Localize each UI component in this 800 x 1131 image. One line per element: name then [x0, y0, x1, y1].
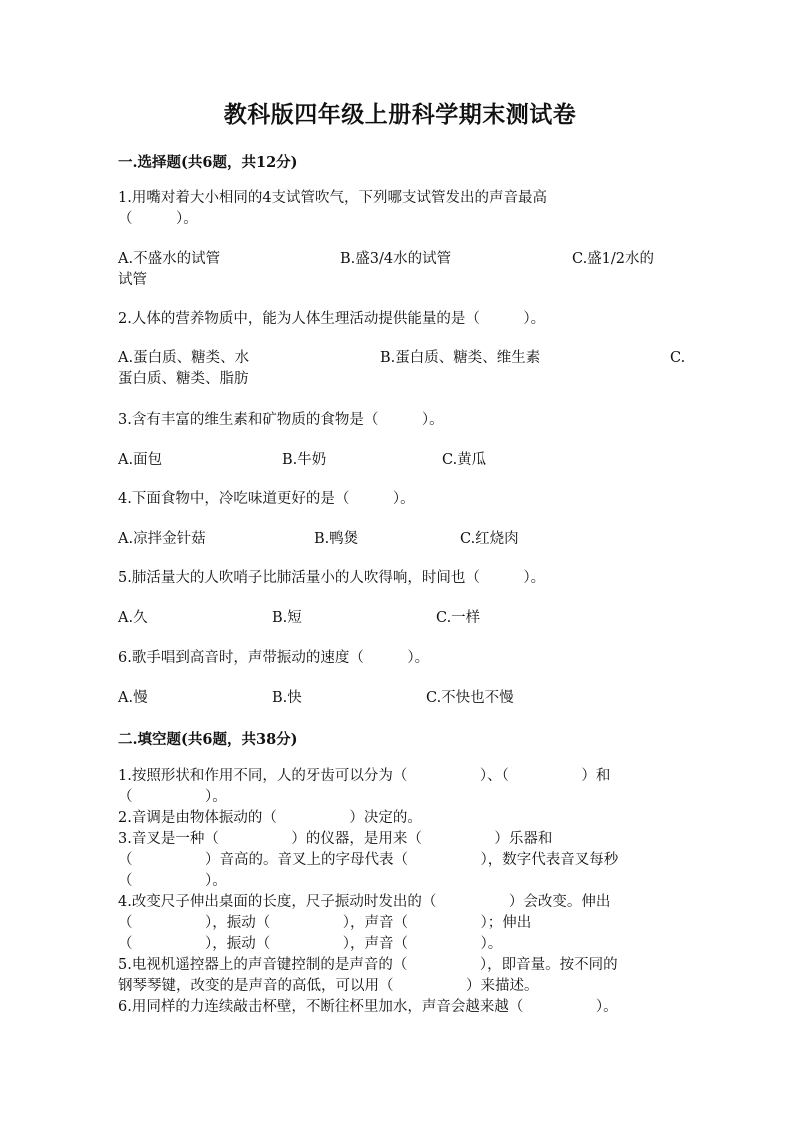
- question-5-text: 5.肺活量大的人吹哨子比肺活量小的人吹得响，时间也（ ）。: [118, 570, 546, 586]
- question-3-option-b: B.牛奶: [282, 452, 327, 468]
- fill-line: 5.电视机遥控器上的声音键控制的是声音的（ ），即音量。按不同的: [118, 957, 618, 973]
- question-4-text: 4.下面食物中，冷吃味道更好的是（ ）。: [118, 491, 415, 507]
- question-2-text: 2.人体的营养物质中，能为人体生理活动提供能量的是（ ）。: [118, 311, 546, 327]
- question-3-option-c: C.黄瓜: [442, 452, 487, 468]
- question-5-option-b: B.短: [272, 610, 302, 626]
- question-1-option-c-cont: 试管: [118, 272, 147, 288]
- question-3-text: 3.含有丰富的维生素和矿物质的食物是（ ）。: [118, 412, 444, 428]
- fill-line: 钢琴琴键，改变的是声音的高低，可以用（ ）来描述。: [118, 978, 539, 994]
- question-2-option-c-cont: 蛋白质、糖类、脂肪: [118, 371, 249, 387]
- fill-line: 2.音调是由物体振动的（ ）决定的。: [118, 810, 422, 826]
- question-6-option-c: C.不快也不慢: [426, 690, 514, 706]
- question-1-text: 1.用嘴对着大小相同的4支试管吹气，下列哪支试管发出的声音最高: [118, 190, 548, 206]
- fill-line: （ ），振动（ ），声音（ ）。: [118, 936, 503, 952]
- section-heading-fill: 二.填空题(共6题，共38分): [118, 731, 298, 748]
- fill-line: （ ）音高的。音叉上的字母代表（ ），数字代表音叉每秒: [118, 852, 619, 868]
- question-4-option-c: C.红烧肉: [460, 531, 519, 547]
- section-heading-choice: 一.选择题(共6题，共12分): [118, 154, 298, 171]
- fill-line: 3.音叉是一种（ ）的仪器，是用来（ ）乐器和: [118, 831, 553, 847]
- question-1-text-cont: （ ）。: [118, 211, 198, 227]
- fill-line: 6.用同样的力连续敲击杯壁，不断往杯里加水，声音会越来越（ ）。: [118, 999, 618, 1015]
- fill-line: （ ），振动（ ），声音（ ）；伸出: [118, 915, 532, 931]
- question-4-option-a: A.凉拌金针菇: [118, 531, 206, 547]
- fill-line: 1.按照形状和作用不同，人的牙齿可以分为（ ）、（ ）和: [118, 768, 611, 784]
- question-2-option-b: B.蛋白质、糖类、维生素: [380, 350, 541, 366]
- question-5-option-c: C.一样: [436, 610, 481, 626]
- question-6-option-b: B.快: [272, 690, 302, 706]
- question-3-option-a: A.面包: [118, 452, 163, 468]
- exam-title: 教科版四年级上册科学期末测试卷: [223, 101, 577, 128]
- fill-line: （ ）。: [118, 873, 227, 889]
- question-1-option-a: A.不盛水的试管: [118, 251, 221, 267]
- question-2-option-c: C.: [670, 350, 686, 366]
- question-1-option-c: C.盛1/2水的: [572, 251, 655, 267]
- question-6-text: 6.歌手唱到高音时，声带振动的速度（ ）。: [118, 650, 430, 666]
- fill-line: 4.改变尺子伸出桌面的长度，尺子振动时发出的（ ）会改变。伸出: [118, 894, 611, 910]
- question-5-option-a: A.久: [118, 610, 148, 626]
- question-4-option-b: B.鸭煲: [314, 531, 359, 547]
- question-1-option-b: B.盛3/4水的试管: [340, 251, 452, 267]
- fill-line: （ ）。: [118, 789, 227, 805]
- question-6-option-a: A.慢: [118, 690, 148, 706]
- question-2-option-a: A.蛋白质、糖类、水: [118, 350, 250, 366]
